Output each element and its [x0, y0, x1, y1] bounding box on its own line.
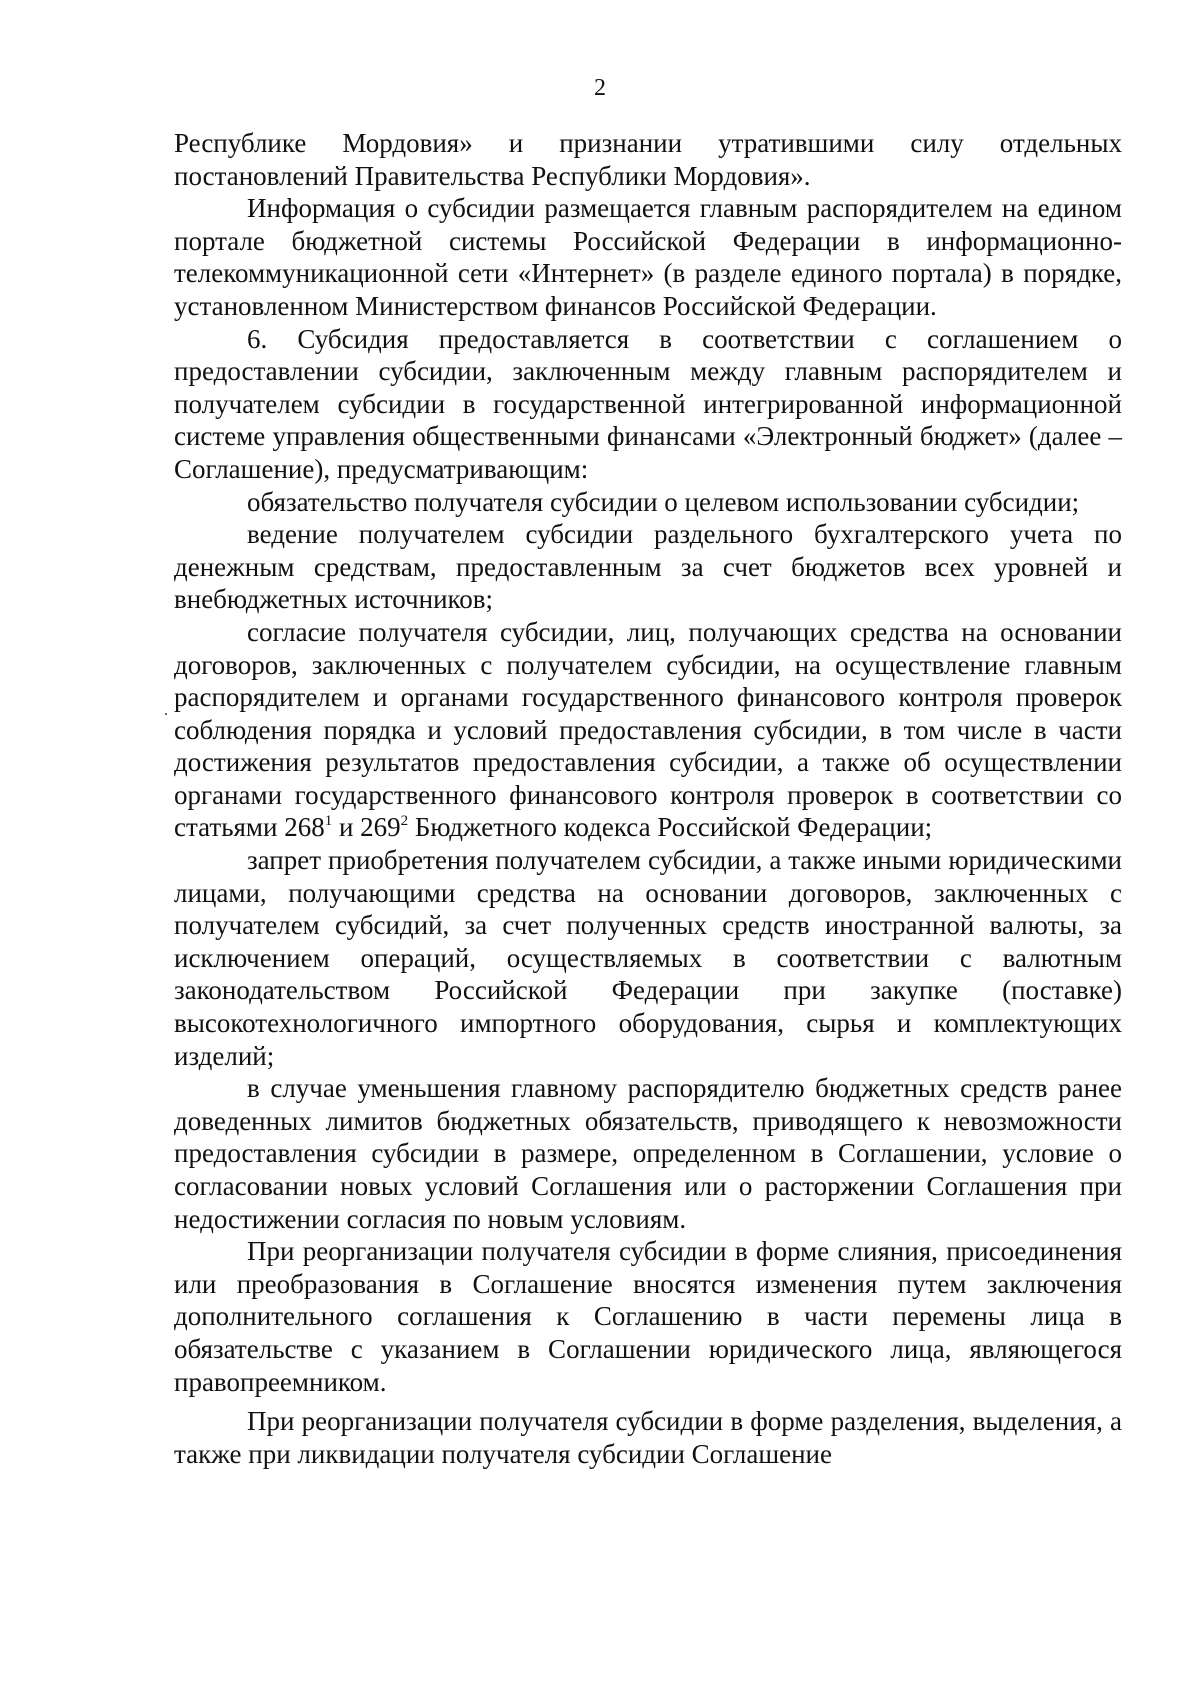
paragraph-accounting: ведение получателем субсидии раздельного бухгалтерского учета по денежным средствам, предоставленным за счет бюджетов всех уровней и внебюджетных источников; — [174, 519, 1122, 615]
paragraph-prohibition: запрет приобретения получателем субсидии, а также иными юридическими лицами, получающими средства на основании договоров, заключенных с получателем субсидий, за счет полученных средств иностранной валюты, за исключением операций, осуществляемых в соответствии с валютным законодательством Российской Федерации при закупке (поставке) высокотехнологичного импортного оборудования, сырья и комплектующих изделий; — [174, 845, 1122, 1071]
page-number: 2 — [594, 75, 606, 101]
scan-speck — [165, 713, 167, 715]
paragraph-reorganization-merger: При реорганизации получателя субсидии в форме слияния, присоединения или преобразования в Соглашение вносятся изменения путем заключения дополнительного соглашения к Соглашению в части перемены лица в обязательстве с указанием в Соглашении юридического лица, являющегося правопреемником. — [174, 1236, 1122, 1397]
paragraph-consent — [174, 616, 1122, 844]
document-body — [174, 127, 1122, 1470]
paragraph-limits-reduction: в случае уменьшения главному распорядителю бюджетных средств ранее доведенных лимитов бюджетных обязательств, приводящего к невозможности предоставления субсидии в размере, определенном в Соглашении, условие о согласовании новых условий Соглашения или о расторжении Соглашения при недостижении согласия по новым условиям. — [174, 1073, 1122, 1234]
paragraph-continuation: Республике Мордовия» и признании утратившими силу отдельных постановлений Правительства Республики Мордовия». — [174, 128, 1122, 191]
paragraph-item-6: 6. Субсидия предоставляется в соответствии с соглашением о предоставлении субсидии, заключенным между главным распорядителем и получателем субсидии в государственной интегрированной информационной системе управления общественными финансами «Электронный бюджет» (далее – Соглашение), предусматривающим: — [174, 323, 1122, 484]
article-269-superscript: 2 — [400, 813, 409, 830]
article-268-superscript: 1 — [324, 813, 333, 830]
consent-text-mid: и 269 — [332, 812, 401, 843]
paragraph-reorganization-division: При реорганизации получателя субсидии в форме разделения, выделения, а также при ликвидации получателя субсидии Соглашение — [174, 1406, 1122, 1469]
consent-text: согласие получателя субсидии, лиц, получающих средства на основании договоров, заключенных с получателем субсидии, на осуществление главным распорядителем и органами государственного финансового контроля проверок соблюдения порядка и условий предоставления субсидии, в том числе в части достижения результатов предоставления субсидии, а также об осуществлении органами государственного финансового контроля проверок в соответствии со статьями 268 — [174, 616, 1122, 843]
paragraph-obligation: обязательство получателя субсидии о целевом использовании субсидии; — [247, 486, 1080, 517]
consent-text-tail: Бюджетного кодекса Российской Федерации; — [408, 812, 933, 843]
paragraph-subsidy-info: Информация о субсидии размещается главным распорядителем на едином портале бюджетной системы Российской Федерации в информационно-телекоммуникационной сети «Интернет» (в разделе единого портала) в порядке, установленном Министерством финансов Российской Федерации. — [174, 193, 1122, 321]
